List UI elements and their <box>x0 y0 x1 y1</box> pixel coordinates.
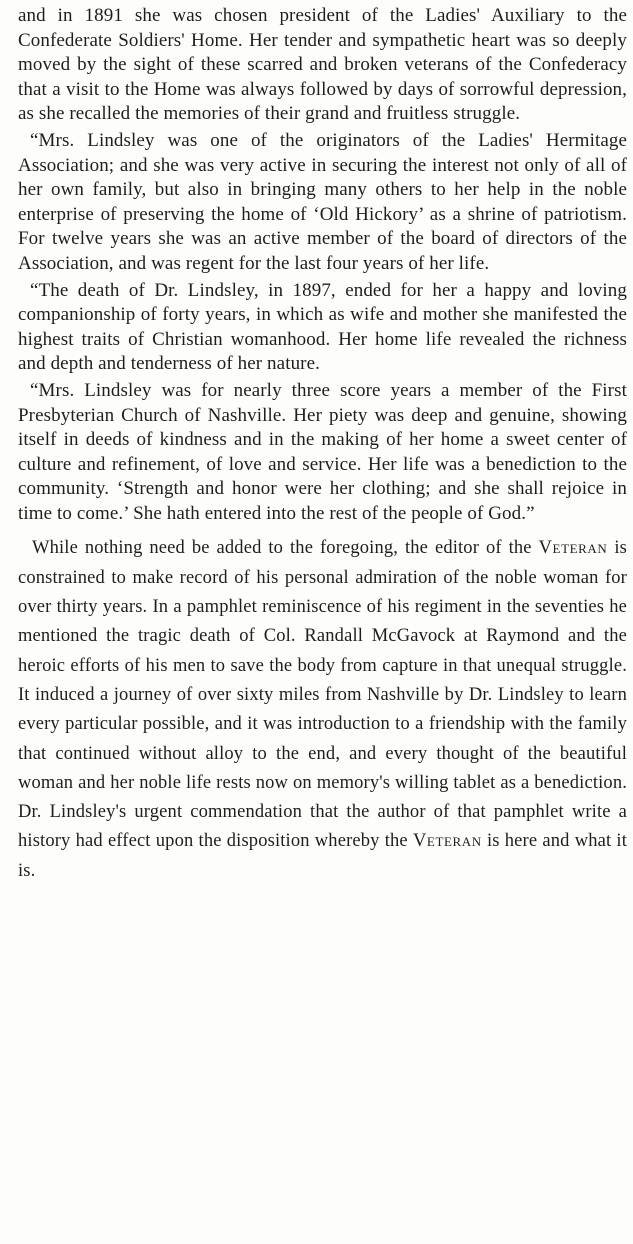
veteran-title-2: Veteran <box>412 831 482 852</box>
editor-note-text-c: is here and what it is. <box>18 831 628 881</box>
editor-note-text-a: While nothing need be added to the foregoing, the editor of the <box>32 538 539 559</box>
veteran-title: Veteran <box>538 538 608 559</box>
editor-note-text-b: is constrained to make record of his personal admiration of the noble woman for over thirty years. In a pamphlet reminiscence of his regiment in the seventies he mentioned the tragic death of Col. Randall McGavock at Raymond and the heroic efforts of his men to save the body from capture in that unequal struggle. It induced a journey of over sixty miles from Nashville by Dr. Lindsley to learn every particular possible, and it was introduction to a friendship with the family that continued without alloy to the end, and every thought of the beautiful woman and her noble life rests now on memory's willing tablet as a benediction. Dr. Lindsley's urgent commendation that the author of that pamphlet write a history had effect upon the disposition whereby the <box>18 538 627 852</box>
paragraph-editor-note <box>18 534 627 886</box>
document-page <box>18 4 627 886</box>
paragraph-church-membership: “Mrs. Lindsley was for nearly three score years a member of the First Presbyterian Church of Nashville. Her piety was deep and genuine, showing itself in deeds of kindness and in the making of her home a sweet center of culture and refinement, of love and service. Her life was a benediction to the community. ‘Strength and honor were her clothing; and she shall rejoice in time to come.’ She hath entered into the rest of the people of God.” <box>18 379 627 524</box>
paragraph-hermitage: “Mrs. Lindsley was one of the originators of the Ladies' Hermitage Association; and she was very active in securing the interest not only of all of her own family, but also in bringing many others to her help in the noble enterprise of preserving the home of ‘Old Hickory’ as a shrine of patriotism. For twelve years she was an active member of the board of directors of the Association, and was regent for the last four years of her life. <box>18 129 627 274</box>
paragraph-death-of-dr-lindsley: “The death of Dr. Lindsley, in 1897, ended for her a happy and loving companionship of forty years, in which as wife and mother she manifested the highest traits of Christian womanhood. Her home life revealed the richness and depth and tenderness of her nature. <box>18 279 627 375</box>
paragraph-auxiliary: and in 1891 she was chosen president of the Ladies' Auxiliary to the Confederate Soldiers' Home. Her tender and sympathetic heart was so deeply moved by the sight of these scarred and broken veterans of the Confederacy that a visit to the Home was always followed by days of sorrowful depression, as she recalled the memories of their grand and fruitless struggle. <box>18 5 627 125</box>
